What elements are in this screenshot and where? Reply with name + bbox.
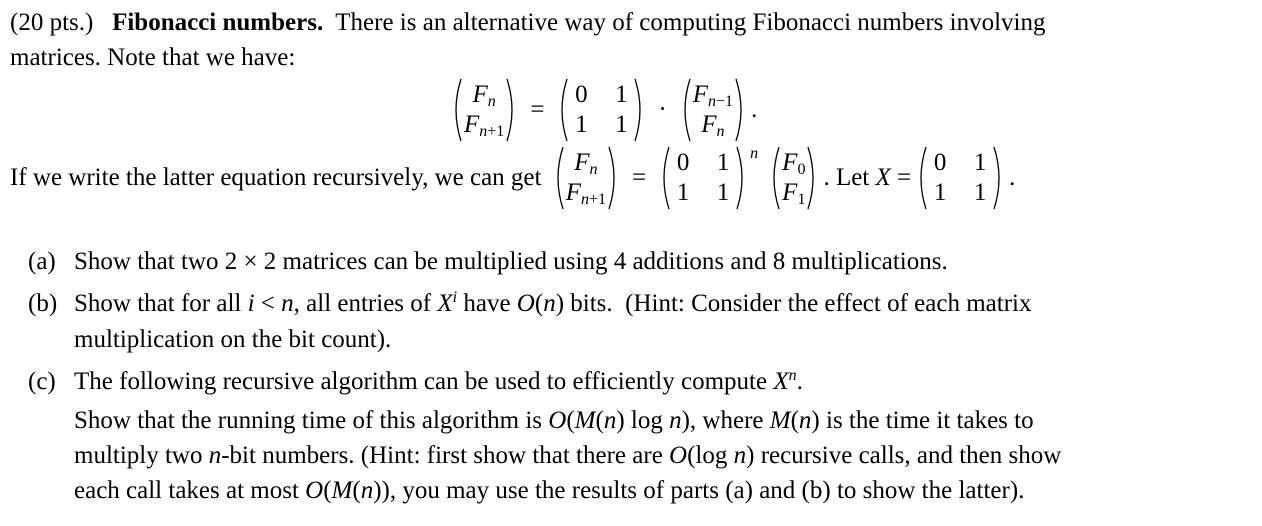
rhs-vector bbox=[679, 78, 747, 142]
right-paren-icon bbox=[736, 146, 748, 210]
vector-entry: $F_n$ bbox=[472, 81, 496, 110]
left-paren-icon bbox=[915, 146, 927, 210]
right-paren-icon bbox=[608, 146, 620, 210]
part-label: (a) bbox=[28, 248, 56, 275]
matrix-power: n bbox=[750, 145, 759, 163]
matrix-entry: 1 bbox=[716, 149, 730, 176]
part-label: (c) bbox=[28, 368, 56, 395]
intro-line-1: There is an alternative way of computing Fibonacci numbers involving bbox=[335, 9, 1046, 36]
matrix-entry: 1 bbox=[615, 81, 628, 108]
right-paren-icon bbox=[634, 78, 646, 142]
matrix-entry: 1 bbox=[676, 179, 690, 206]
left-paren-icon bbox=[768, 146, 780, 210]
transition-matrix bbox=[556, 78, 646, 142]
part-c bbox=[28, 367, 803, 397]
part-c-line-2: Show that the running time of this algorithm is O(M(n) log n), where M(n) is the time it takes to bbox=[74, 407, 1034, 434]
dot-operator: · bbox=[658, 96, 667, 123]
matrix-entry: 1 bbox=[716, 179, 730, 206]
matrix-entry: 1 bbox=[933, 179, 947, 206]
part-a bbox=[28, 247, 948, 277]
right-paren-icon bbox=[807, 146, 819, 210]
part-c-cont-1 bbox=[74, 406, 1034, 436]
initial-vector bbox=[768, 146, 819, 210]
right-paren-icon bbox=[735, 78, 747, 142]
equals-sign: = bbox=[632, 164, 647, 191]
recursive-equation-line bbox=[10, 146, 1015, 210]
left-paren-icon bbox=[450, 78, 462, 142]
transition-matrix bbox=[658, 146, 748, 210]
part-c-cont-3 bbox=[74, 476, 1024, 506]
left-paren-icon bbox=[552, 146, 564, 210]
right-paren-icon bbox=[506, 78, 518, 142]
intro-line-2: matrices. Note that we have: bbox=[10, 44, 296, 71]
vector-entry: $F_n$ bbox=[574, 149, 598, 178]
part-a-line-1: Show that two 2 × 2 matrices can be multiplied using 4 additions and 8 multiplications. bbox=[74, 248, 948, 275]
let-x-text: . Let X = bbox=[823, 164, 912, 191]
part-b-line-2: multiplication on the bit count). bbox=[74, 326, 392, 353]
part-b-cont bbox=[74, 325, 391, 355]
matrix-entry: 1 bbox=[615, 111, 628, 138]
recursive-period: . bbox=[1009, 164, 1016, 191]
part-c-line-1: The following recursive algorithm can be used to efficiently compute $X^n$. bbox=[74, 367, 803, 395]
part-label: (b) bbox=[28, 290, 58, 317]
vector-entry: $F_n$ bbox=[701, 111, 725, 140]
vector-entry: $F_{n-1}$ bbox=[692, 81, 734, 110]
lhs-vector bbox=[450, 78, 518, 142]
fibonacci-matrix-equation bbox=[446, 78, 757, 142]
matrix-entry: 1 bbox=[973, 179, 987, 206]
x-matrix bbox=[915, 146, 1005, 210]
intro-line-2-wrap bbox=[10, 43, 295, 73]
vector-entry: $F_0$ bbox=[782, 149, 806, 178]
matrix-entry: 1 bbox=[575, 111, 588, 138]
part-c-line-3: multiply two n-bit numbers. (Hint: first show that there are O(log n) recursive calls, and then show bbox=[74, 442, 1062, 469]
right-paren-icon bbox=[993, 146, 1005, 210]
part-c-line-4: each call takes at most O(M(n)), you may use the results of parts (a) and (b) to show the latter). bbox=[74, 477, 1025, 504]
part-b-line-1: Show that for all i < n, all entries of $X^i$ have O(n) bits. (Hint: Consider the effect of each matrix bbox=[74, 289, 1032, 317]
left-paren-icon bbox=[679, 78, 691, 142]
equals-sign: = bbox=[530, 96, 545, 123]
part-b bbox=[28, 289, 1031, 319]
equation-period: . bbox=[751, 96, 758, 123]
vector-entry: $F_{n+1}$ bbox=[464, 111, 505, 140]
left-paren-icon bbox=[556, 78, 568, 142]
vector-entry: $F_{n+1}$ bbox=[565, 179, 607, 208]
part-c-cont-2 bbox=[74, 441, 1061, 471]
vector-entry: $F_1$ bbox=[782, 179, 806, 208]
points-label: (20 pts.) bbox=[10, 9, 94, 36]
left-paren-icon bbox=[658, 146, 670, 210]
matrix-entry: 0 bbox=[676, 149, 690, 176]
problem-header-line bbox=[10, 8, 1046, 38]
problem-title: Fibonacci numbers. bbox=[112, 9, 324, 36]
matrix-entry: 0 bbox=[933, 149, 947, 176]
matrix-entry: 0 bbox=[575, 81, 588, 108]
recursive-text: If we write the latter equation recursively, we can get bbox=[10, 164, 542, 191]
matrix-entry: 1 bbox=[973, 149, 987, 176]
lhs-vector bbox=[552, 146, 620, 210]
